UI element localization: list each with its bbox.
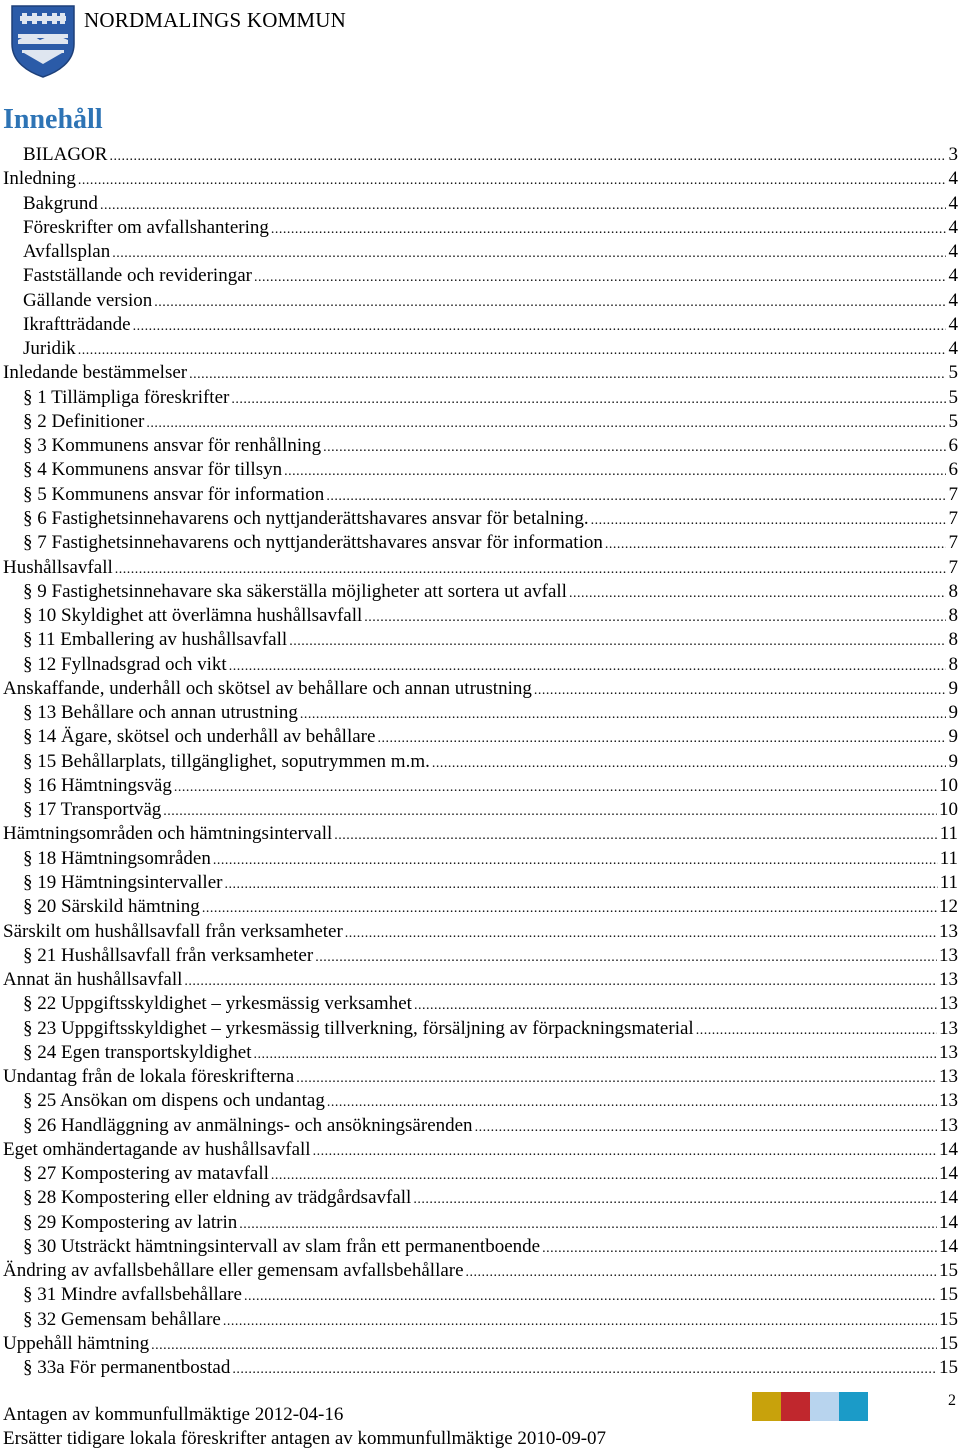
toc-entry-page: 13 — [939, 944, 958, 966]
toc-entry[interactable] — [0, 1332, 958, 1356]
toc-entry-label: § 21 Hushållsavfall från verksamheter — [23, 944, 314, 966]
toc-entry[interactable] — [0, 604, 958, 628]
toc-entry-page: 4 — [948, 265, 958, 287]
toc-entry-page: 13 — [939, 920, 958, 942]
footer-adopted-line: Antagen av kommunfullmäktige 2012-04-16 — [3, 1404, 344, 1425]
toc-dot-leader — [184, 970, 937, 994]
toc-entry[interactable] — [0, 750, 958, 774]
toc-entry-label: § 22 Uppgiftsskyldighet – yrkesmässig verksamhet — [23, 993, 412, 1015]
page-footer — [3, 1403, 606, 1451]
toc-entry[interactable] — [0, 677, 958, 701]
toc-dot-leader — [327, 1091, 937, 1115]
toc-entry[interactable] — [0, 1283, 958, 1307]
toc-entry[interactable] — [0, 361, 958, 385]
toc-dot-leader — [213, 849, 938, 873]
toc-entry-label: Inledande bestämmelser — [3, 362, 188, 384]
toc-dot-leader — [534, 679, 946, 703]
toc-entry-label: § 23 Uppgiftsskyldighet – yrkesmässig tillverkning, försäljning av förpackningsmaterial — [23, 1017, 694, 1039]
toc-dot-leader — [326, 485, 946, 509]
toc-entry[interactable] — [0, 240, 958, 264]
color-swatch — [781, 1392, 810, 1421]
toc-entry-page: 15 — [939, 1260, 958, 1282]
toc-entry-label: BILAGOR — [23, 144, 108, 165]
toc-dot-leader — [244, 1285, 937, 1309]
toc-entry-label: Gällande version — [23, 289, 153, 311]
toc-entry[interactable] — [0, 628, 958, 652]
toc-entry[interactable] — [0, 434, 958, 458]
toc-entry[interactable] — [0, 531, 958, 555]
toc-entry-page: 13 — [939, 1090, 958, 1112]
toc-entry-label: § 19 Hämtningsintervaller — [23, 871, 223, 893]
toc-dot-leader — [174, 776, 937, 800]
toc-entry-label: § 11 Emballering av hushållsavfall — [23, 629, 288, 651]
toc-entry-page: 4 — [948, 338, 958, 360]
toc-entry[interactable] — [0, 556, 958, 580]
toc-entry-label: § 33a För permanentbostad — [23, 1357, 231, 1379]
toc-entry-label: Juridik — [23, 338, 76, 360]
toc-entry[interactable] — [0, 1186, 958, 1210]
toc-dot-leader — [254, 1043, 938, 1067]
toc-entry-label: Bakgrund — [23, 192, 98, 214]
toc-entry-page: 4 — [948, 289, 958, 311]
toc-entry-page: 15 — [939, 1357, 958, 1379]
toc-dot-leader — [109, 145, 946, 169]
toc-dot-leader — [284, 460, 946, 484]
toc-entry-page: 13 — [939, 993, 958, 1015]
toc-entry-label: § 27 Kompostering av matavfall — [23, 1163, 269, 1185]
toc-entry-page: 8 — [948, 629, 958, 651]
toc-entry-page: 14 — [939, 1187, 958, 1209]
toc-entry[interactable] — [0, 1308, 958, 1332]
toc-entry-page: 11 — [939, 823, 958, 845]
toc-dot-leader — [475, 1116, 937, 1140]
toc-dot-leader — [163, 800, 937, 824]
toc-entry[interactable] — [0, 920, 958, 944]
toc-entry-label: Ikraftträdande — [23, 313, 131, 335]
toc-entry-page: 7 — [948, 483, 958, 505]
toc-dot-leader — [78, 339, 946, 363]
toc-entry-page: 7 — [948, 532, 958, 554]
toc-entry[interactable] — [0, 992, 958, 1016]
toc-dot-leader — [223, 1310, 937, 1334]
toc-entry-label: Uppehåll hämtning — [3, 1333, 150, 1355]
toc-dot-leader — [296, 1067, 937, 1091]
toc-dot-leader — [100, 194, 946, 218]
toc-entry[interactable] — [0, 701, 958, 725]
toc-entry[interactable] — [0, 1211, 958, 1235]
toc-entry[interactable] — [0, 895, 958, 919]
toc-entry[interactable] — [0, 774, 958, 798]
toc-entry[interactable] — [0, 458, 958, 482]
color-swatch — [839, 1392, 868, 1421]
toc-entry-label: § 25 Ansökan om dispens och undantag — [23, 1090, 325, 1112]
toc-entry-label: § 2 Definitioner — [23, 410, 145, 432]
toc-entry[interactable] — [0, 483, 958, 507]
toc-dot-leader — [231, 388, 946, 412]
toc-dot-leader — [154, 291, 946, 315]
toc-dot-leader — [432, 752, 946, 776]
toc-entry-page: 11 — [939, 847, 958, 869]
toc-entry[interactable] — [0, 192, 958, 216]
toc-entry-page: 9 — [948, 702, 958, 724]
toc-dot-leader — [271, 218, 946, 242]
toc-entry-label: Anskaffande, underhåll och skötsel av behållare och annan utrustning — [3, 677, 532, 699]
toc-entry-label: § 10 Skyldighet att överlämna hushållsavfall — [23, 605, 363, 627]
toc-dot-leader — [289, 630, 946, 654]
toc-entry-page: 13 — [939, 1017, 958, 1039]
toc-entry-label: § 12 Fyllnadsgrad och vikt — [23, 653, 227, 675]
toc-entry-page: 14 — [939, 1235, 958, 1257]
toc-entry[interactable] — [0, 1235, 958, 1259]
toc-entry-label: § 18 Hämtningsområden — [23, 847, 211, 869]
toc-entry-label: Hämtningsområden och hämtningsintervall — [3, 823, 333, 845]
toc-entry-label: § 24 Egen transportskyldighet — [23, 1041, 252, 1063]
toc-entry[interactable] — [0, 580, 958, 604]
toc-entry[interactable] — [0, 653, 958, 677]
toc-dot-leader — [146, 412, 946, 436]
toc-dot-leader — [364, 606, 946, 630]
toc-dot-leader — [202, 897, 937, 921]
toc-entry[interactable] — [0, 1356, 958, 1380]
toc-entry-label: Inledning — [3, 168, 76, 190]
toc-entry-label: § 31 Mindre avfallsbehållare — [23, 1284, 242, 1306]
toc-entry-page: 15 — [939, 1284, 958, 1306]
toc-entry[interactable] — [0, 167, 958, 191]
toc-dot-leader — [133, 315, 946, 339]
coat-of-arms-icon — [10, 4, 76, 78]
toc-entry-label: Eget omhändertagande av hushållsavfall — [3, 1138, 311, 1160]
toc-entry[interactable] — [0, 871, 958, 895]
toc-entry[interactable] — [0, 410, 958, 434]
toc-entry-page: 7 — [948, 556, 958, 578]
toc-entry-label: § 1 Tillämpliga föreskrifter — [23, 386, 230, 408]
toc-dot-leader — [115, 558, 946, 582]
toc-dot-leader — [313, 1140, 937, 1164]
toc-entry-page: 6 — [948, 459, 958, 481]
toc-entry-label: § 4 Kommunens ansvar för tillsyn — [23, 459, 283, 481]
toc-entry-page: 13 — [939, 1066, 958, 1088]
toc-entry-label: § 14 Ägare, skötsel och underhåll av behållare — [23, 726, 376, 748]
toc-dot-leader — [224, 873, 937, 897]
toc-entry[interactable] — [0, 1259, 958, 1283]
toc-entry[interactable] — [0, 386, 958, 410]
toc-entry-page: 5 — [948, 386, 958, 408]
toc-entry-label: Fastställande och revideringar — [23, 265, 252, 287]
footer-replaces-line: Ersätter tidigare lokala föreskrifter antagen av kommunfullmäktige 2010-09-07 — [3, 1428, 607, 1449]
toc-dot-leader — [334, 824, 937, 848]
toc-dot-leader — [569, 582, 946, 606]
page-number: 2 — [948, 1392, 956, 1409]
toc-entry-page: 4 — [948, 168, 958, 190]
toc-dot-leader — [466, 1261, 937, 1285]
toc-dot-leader — [413, 1188, 937, 1212]
toc-dot-leader — [254, 266, 946, 290]
toc-entry-label: Särskilt om hushållsavfall från verksamheter — [3, 920, 343, 942]
toc-entry-label: § 6 Fastighetsinnehavarens och nyttjanderättshavares ansvar för betalning. — [23, 507, 589, 529]
toc-entry[interactable] — [0, 847, 958, 871]
toc-entry-label: Avfallsplan — [23, 241, 111, 263]
toc-entry[interactable] — [0, 337, 958, 361]
toc-entry-label: § 15 Behållarplats, tillgänglighet, soputrymmen m.m. — [23, 750, 430, 772]
toc-entry[interactable] — [0, 1017, 958, 1041]
toc-entry-label: Ändring av avfallsbehållare eller gemensam avfallsbehållare — [3, 1260, 464, 1282]
toc-entry-page: 3 — [948, 144, 958, 165]
toc-entry-page: 13 — [939, 969, 958, 991]
toc-entry-label: § 29 Kompostering av latrin — [23, 1211, 238, 1233]
toc-dot-leader — [414, 994, 937, 1018]
toc-entry[interactable] — [0, 944, 958, 968]
toc-entry-page: 14 — [939, 1163, 958, 1185]
toc-entry-page: 7 — [948, 507, 958, 529]
toc-dot-leader — [229, 655, 946, 679]
toc-entry-label: § 17 Transportväg — [23, 799, 162, 821]
toc-entry[interactable] — [0, 968, 958, 992]
toc-dot-leader — [542, 1237, 937, 1261]
toc-entry[interactable] — [0, 1089, 958, 1113]
toc-entry-page: 12 — [939, 896, 958, 918]
toc-dot-leader — [315, 946, 937, 970]
toc-entry-page: 5 — [948, 410, 958, 432]
toc-entry-page: 6 — [948, 435, 958, 457]
toc-entry-label: § 3 Kommunens ansvar för renhållning — [23, 435, 322, 457]
toc-entry-label: Undantag från de lokala föreskrifterna — [3, 1066, 295, 1088]
toc-entry-page: 13 — [939, 1041, 958, 1063]
toc-entry-page: 4 — [948, 241, 958, 263]
toc-entry-label: § 7 Fastighetsinnehavarens och nyttjanderättshavares ansvar för information — [23, 532, 603, 554]
toc-entry[interactable] — [0, 1162, 958, 1186]
toc-entry-page: 4 — [948, 192, 958, 214]
toc-dot-leader — [239, 1213, 937, 1237]
toc-entry-page: 10 — [939, 799, 958, 821]
toc-entry-label: § 26 Handläggning av anmälnings- och ansökningsärenden — [23, 1114, 473, 1136]
toc-dot-leader — [377, 727, 946, 751]
toc-dot-leader — [605, 533, 946, 557]
toc-entry-label: § 20 Särskild hämtning — [23, 896, 200, 918]
toc-entry-label: Annat än hushållsavfall — [3, 969, 183, 991]
toc-entry-label: § 28 Kompostering eller eldning av trädgårdsavfall — [23, 1187, 412, 1209]
toc-entry[interactable] — [0, 264, 958, 288]
toc-dot-leader — [112, 242, 946, 266]
toc-entry-page: 4 — [948, 313, 958, 335]
table-of-contents — [0, 143, 958, 1381]
toc-entry[interactable] — [0, 143, 958, 167]
toc-entry[interactable] — [0, 1041, 958, 1065]
toc-entry[interactable] — [0, 798, 958, 822]
color-swatch — [810, 1392, 839, 1421]
toc-entry[interactable] — [0, 725, 958, 749]
toc-entry-label: Hushållsavfall — [3, 556, 113, 578]
toc-entry[interactable] — [0, 822, 958, 846]
toc-entry-page: 8 — [948, 605, 958, 627]
toc-entry-page: 4 — [948, 216, 958, 238]
toc-title: Innehåll — [3, 104, 103, 135]
toc-entry-page: 8 — [948, 653, 958, 675]
toc-entry-page: 10 — [939, 774, 958, 796]
toc-entry-label: § 9 Fastighetsinnehavare ska säkerställa möjligheter att sortera ut avfall — [23, 580, 567, 602]
toc-entry-page: 5 — [948, 362, 958, 384]
toc-entry[interactable] — [0, 289, 958, 313]
toc-entry[interactable] — [0, 1138, 958, 1162]
toc-entry-page: 14 — [939, 1211, 958, 1233]
toc-entry[interactable] — [0, 507, 958, 531]
toc-entry-label: Föreskrifter om avfallshantering — [23, 216, 269, 238]
toc-dot-leader — [300, 703, 946, 727]
toc-dot-leader — [696, 1019, 937, 1043]
footer-color-strip — [752, 1392, 868, 1421]
toc-entry-page: 15 — [939, 1308, 958, 1330]
toc-entry-page: 9 — [948, 677, 958, 699]
toc-entry[interactable] — [0, 313, 958, 337]
toc-entry[interactable] — [0, 1114, 958, 1138]
toc-entry[interactable] — [0, 1065, 958, 1089]
toc-entry-label: § 13 Behållare och annan utrustning — [23, 702, 298, 724]
toc-entry-label: § 5 Kommunens ansvar för information — [23, 483, 325, 505]
toc-entry-label: § 30 Utsträckt hämtningsintervall av slam från ett permanentboende — [23, 1235, 541, 1257]
toc-dot-leader — [151, 1334, 937, 1358]
toc-dot-leader — [591, 509, 946, 533]
toc-entry-label: § 16 Hämtningsväg — [23, 774, 172, 796]
toc-entry-page: 9 — [948, 750, 958, 772]
toc-entry-page: 9 — [948, 726, 958, 748]
toc-dot-leader — [271, 1164, 937, 1188]
toc-entry-page: 13 — [939, 1114, 958, 1136]
page-header — [10, 4, 610, 78]
toc-dot-leader — [78, 169, 946, 193]
toc-entry[interactable] — [0, 216, 958, 240]
toc-entry-page: 8 — [948, 580, 958, 602]
toc-entry-page: 11 — [939, 871, 958, 893]
toc-entry-page: 14 — [939, 1138, 958, 1160]
toc-dot-leader — [232, 1358, 937, 1382]
organization-name: NORDMALINGS KOMMUN — [84, 8, 347, 32]
toc-entry-label: § 32 Gemensam behållare — [23, 1308, 221, 1330]
color-swatch — [752, 1392, 781, 1421]
toc-dot-leader — [323, 436, 946, 460]
toc-dot-leader — [345, 922, 937, 946]
toc-entry-page: 15 — [939, 1333, 958, 1355]
toc-dot-leader — [189, 363, 946, 387]
